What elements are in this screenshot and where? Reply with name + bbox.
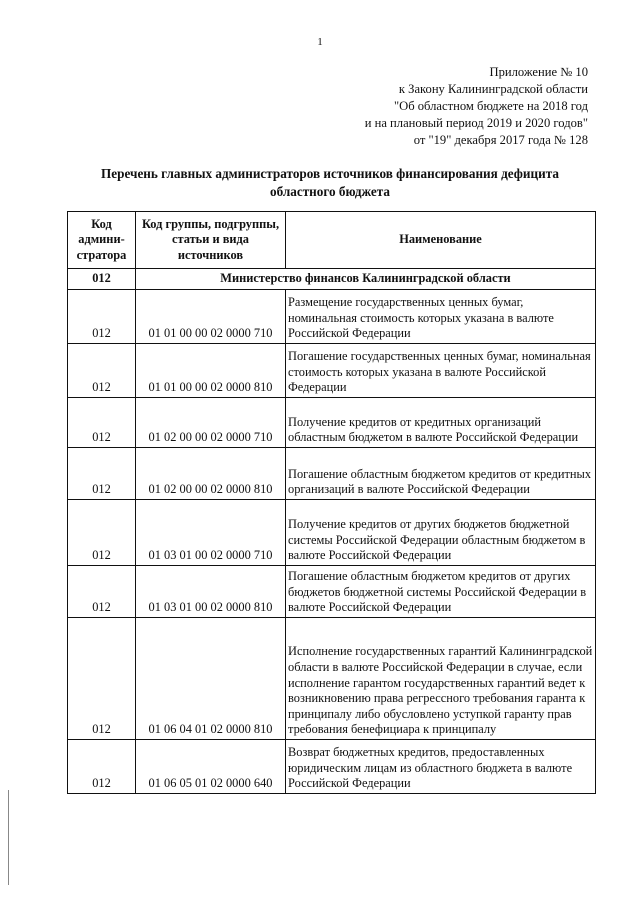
document-title bbox=[60, 165, 600, 201]
row-source-code: 01 03 01 00 02 0000 710 bbox=[136, 500, 286, 566]
row-name: Погашение областным бюджетом кредитов от кредитных организаций в валюте Российской Федерации bbox=[286, 448, 596, 500]
header-admin-code: Код админи-стратора bbox=[68, 212, 136, 269]
row-admin-code: 012 bbox=[68, 448, 136, 500]
page-number: 1 bbox=[317, 36, 323, 48]
table-row bbox=[68, 290, 596, 344]
header-name: Наименование bbox=[286, 212, 596, 269]
appendix-header bbox=[365, 64, 588, 149]
appendix-line: от "19" декабря 2017 года № 128 bbox=[413, 133, 588, 147]
row-source-code: 01 06 05 01 02 0000 640 bbox=[136, 740, 286, 794]
row-admin-code: 012 bbox=[68, 344, 136, 398]
row-admin-code: 012 bbox=[68, 566, 136, 618]
row-source-code: 01 01 00 00 02 0000 710 bbox=[136, 290, 286, 344]
administrators-table bbox=[67, 211, 596, 794]
header-source-code: Код группы, подгруппы, статьи и вида источников bbox=[136, 212, 286, 269]
row-source-code: 01 02 00 00 02 0000 710 bbox=[136, 398, 286, 448]
row-name: Получение кредитов от других бюджетов бюджетной системы Российской Федерации областным бюджетом в валюте Российской Федерации bbox=[286, 500, 596, 566]
table-row bbox=[68, 344, 596, 398]
row-source-code: 01 06 04 01 02 0000 810 bbox=[136, 618, 286, 740]
ministry-name: Министерство финансов Калининградской области bbox=[136, 269, 596, 290]
table-header-row bbox=[68, 212, 596, 269]
table-row bbox=[68, 618, 596, 740]
appendix-line: и на плановый период 2019 и 2020 годов" bbox=[364, 116, 588, 130]
row-source-code: 01 03 01 00 02 0000 810 bbox=[136, 566, 286, 618]
row-name: Погашение областным бюджетом кредитов от других бюджетов бюджетной системы Российской Федерации в валюте Российской Федерации bbox=[286, 566, 596, 618]
ministry-code: 012 bbox=[68, 269, 136, 290]
table-row bbox=[68, 500, 596, 566]
title-line: областного бюджета bbox=[270, 184, 390, 199]
table-row bbox=[68, 566, 596, 618]
row-admin-code: 012 bbox=[68, 740, 136, 794]
row-source-code: 01 02 00 00 02 0000 810 bbox=[136, 448, 286, 500]
appendix-line: "Об областном бюджете на 2018 год bbox=[393, 99, 588, 113]
appendix-line: к Закону Калининградской области bbox=[398, 82, 588, 96]
table-row bbox=[68, 448, 596, 500]
title-line: Перечень главных администраторов источников финансирования дефицита bbox=[101, 166, 559, 181]
row-name: Размещение государственных ценных бумаг, номинальная стоимость которых указана в валюте Российской Федерации bbox=[286, 290, 596, 344]
row-name: Исполнение государственных гарантий Калининградской области в валюте Российской Федерации в случае, если исполнение гарантом государственных гарантий ведет к возникновению права регрессного требования гаранта к принципалу либо обусловлено уступкой гаранту прав требования бенефициара к принципалу bbox=[286, 618, 596, 740]
row-admin-code: 012 bbox=[68, 290, 136, 344]
row-admin-code: 012 bbox=[68, 500, 136, 566]
scan-margin-line bbox=[8, 790, 9, 885]
row-source-code: 01 01 00 00 02 0000 810 bbox=[136, 344, 286, 398]
row-admin-code: 012 bbox=[68, 398, 136, 448]
table-row bbox=[68, 740, 596, 794]
row-name: Получение кредитов от кредитных организаций областным бюджетом в валюте Российской Федерации bbox=[286, 398, 596, 448]
table-row bbox=[68, 398, 596, 448]
row-admin-code: 012 bbox=[68, 618, 136, 740]
row-name: Возврат бюджетных кредитов, предоставленных юридическим лицам из областного бюджета в валюте Российской Федерации bbox=[286, 740, 596, 794]
ministry-row bbox=[68, 269, 596, 290]
row-name: Погашение государственных ценных бумаг, номинальная стоимость которых указана в валюте Российской Федерации bbox=[286, 344, 596, 398]
appendix-line: Приложение № 10 bbox=[489, 65, 588, 79]
